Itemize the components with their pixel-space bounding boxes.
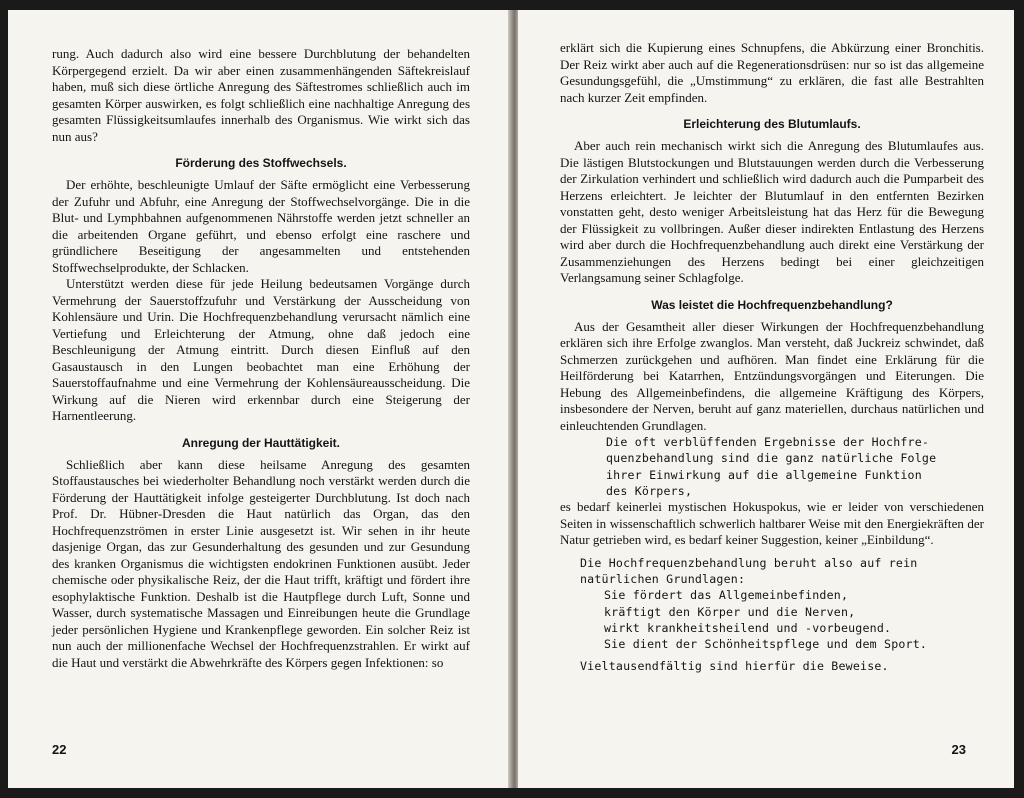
block-line: kräftigt den Körper und die Nerven, bbox=[604, 604, 856, 619]
paragraph-stoffwechsel-2: Unterstützt werden diese für jede Heilung bedeutsamen Vorgänge durch Vermehrung der Sauerstoffzufuhr und Verstärkung der Ausscheidung von Kohlensäure und Urin. Die Hochfrequenzbehandlung verursacht nämlich eine Vertiefung und Erleichterung der Atmung, ohne daß jedoch eine Beschleunigung der Atmung eintritt. Durch diesen Einfluß auf den Gasaustausch in den Lungen beobachtet man eine Erhöhung der Sauerstoffaufnahme und eine Vermehrung der Kohlensäureausscheidung. Die Wirkung auf die Nieren wird erkennbar durch eine Steigerung der Harnentleerung. bbox=[52, 276, 470, 423]
paragraph-stoffwechsel-1: Der erhöhte, beschleunigte Umlauf der Säfte ermöglicht eine Verbesserung der Zufuhr und Abfuhr, eine Anregung der Stoffwechselvorgänge. Die in die Blut- und Lymphbahnen aufgenommenen Nährstoffe werden jetzt schneller an die arbeitenden Organe geführt, und ebenso erfolgt eine raschere und gründlichere Beseitigung der angesammelten und entstehenden Stoffwechselprodukte, der Schlacken. bbox=[52, 177, 470, 275]
right-text-column bbox=[560, 40, 984, 675]
emphasis-block-grundlagen bbox=[560, 555, 984, 653]
block-line: des Körpers, bbox=[606, 483, 693, 498]
heading-was-leistet: Was leistet die Hochfrequenzbehandlung? bbox=[651, 297, 893, 312]
block-line: wirkt krankheitsheilend und -vorbeugend. bbox=[604, 620, 892, 635]
left-page bbox=[8, 10, 510, 788]
block-line: Sie fördert das Allgemeinbefinden, bbox=[604, 588, 849, 603]
paragraph-was-leistet: Aus der Gesamtheit aller dieser Wirkungen der Hochfrequenzbehandlung erklären sich ihre Erfolge zwanglos. Man versteht, daß Juckreiz schwindet, daß Schmerzen zurückgehen und aufhören. Man findet eine Erklärung für die Heilförderung bei Katarrhen, Entzündungsvorgängen und Eiterungen. Die Hebung des Allgemeinbefindens, die allgemeine Kräftigung des Körpers, insbesondere der Nerven, beruht auf ganz materiellen, durchaus natürlichen und einleuchtenden Grundlagen. bbox=[560, 318, 984, 433]
heading-stoffwechsel: Förderung des Stoffwechsels. bbox=[175, 156, 347, 170]
paragraph-intro-right: erklärt sich die Kupierung eines Schnupfens, die Abkürzung einer Bronchitis. Der Reiz wirkt aber auch auf die Regenerationsdrüsen: nur so ist das allgemeine Gesundungsgefühl, die „Umstimmung“ zu erklären, die fast alle Bestrahlten nach kurzer Zeit empfinden. bbox=[560, 40, 984, 105]
right-page bbox=[518, 10, 1014, 788]
block-line: Die oft verblüffenden Ergebnisse der Hochfre- bbox=[606, 435, 930, 449]
block-line: Sie dient der Schönheitspflege und dem Sport. bbox=[604, 637, 928, 652]
page-number-right: 23 bbox=[951, 741, 966, 757]
heading-hauttaetigkeit: Anregung der Hauttätigkeit. bbox=[181, 435, 340, 450]
page-number-left: 22 bbox=[52, 741, 67, 757]
emphasis-block-ergebnisse bbox=[560, 434, 984, 499]
paragraph-blutumlauf: Aber auch rein mechanisch wirkt sich die Anregung des Blutumlaufes aus. Die lästigen Blutstockungen und Blutstauungen werden durch die Verbesserung der Zirkulation verhindert und schließlich wird dadurch auch die Pumparbeit des Herzens erleichtert. Je leichter der Blutumlauf in den entfernten Bezirken vonstatten geht, desto weniger Arbeitsleistung hat das Herz für die Bewegung der Flüssigkeit zu vollbringen. Außer dieser indirekten Entlastung des Herzens wird aber durch die Hochfrequenzbehandlung auch direkt eine Verstärkung der Zusammenziehungen des Herzens bedingt bei einer gleichzeitigen Verlangsamung seiner Schlagfolge. bbox=[560, 138, 984, 285]
paragraph-hauttaetigkeit: Schließlich aber kann diese heilsame Anregung des gesamten Stoffaustausches bei wiederholter Behandlung noch verstärkt werden durch die Förderung der Hauttätigkeit infolge gesteigerter Durchblutung. Ist doch nach Prof. Dr. Hübner-Dresden die Haut natürlich das Organ, das den Hochfrequenzströmen in erster Linie ausgesetzt ist. Wir sehen in ihr heute dasjenige Organ, das zur Gesunderhaltung des gesunden und zur Gesundung des kranken Organismus die wichtigsten endokrinen Funktionen ausübt. Jeder chemische oder physikalische Reiz, der die Haut trifft, kräftigt und fördert ihre esophylaktische Funktion. Deshalb ist die Hautpflege durch Luft, Sonne und Wasser, durch systematische Massagen und Einreibungen heute die Grundlage jeder persönlichen Hygiene und Krankenpflege geworden. Ein solcher Reiz ist nun auch der millionenfache Wechsel der Hochfrequenzstrahlen. Er wirkt auf die Haut und verstärkt die Abwehrkräfte des Körpers gegen Infektionen: so bbox=[52, 456, 470, 670]
paragraph-hokuspokus: es bedarf keinerlei mystischen Hokuspokus, wie er leider von verschiedenen Seiten in wissenschaftlich schwerlich haltbarer Weise mit den Energiekräften der Natur getrieben wird, es bedarf keiner Suggestion, keiner „Einbildung“. bbox=[560, 499, 984, 548]
emphasis-line-beweise: Vieltausendfältig sind hierfür die Beweise. bbox=[580, 659, 889, 674]
block-line: quenzbehandlung sind die ganz natürliche Folge bbox=[606, 451, 937, 466]
heading-blutumlauf: Erleichterung des Blutumlaufs. bbox=[683, 117, 861, 131]
paragraph-intro: rung. Auch dadurch also wird eine bessere Durchblutung der behandelten Körpergegend erzielt. Da wir aber einen zusammenhängenden Säftekreislauf haben, muß sich diese örtliche Anregung des Säftestromes schließlich auch im gesamten Körper auswirken, es folgt schließlich eine nachhaltige Anregung des gesamten Flüssigkeitsumlaufes innerhalb des Organismus. Wie wirkt sich das nun aus? bbox=[52, 46, 470, 144]
block-line: Die Hochfrequenzbehandlung beruht also auf rein bbox=[580, 555, 918, 570]
block-line: ihrer Einwirkung auf die allgemeine Funktion bbox=[606, 467, 922, 482]
block-line: natürlichen Grundlagen: bbox=[580, 571, 746, 586]
left-text-column bbox=[52, 46, 470, 671]
